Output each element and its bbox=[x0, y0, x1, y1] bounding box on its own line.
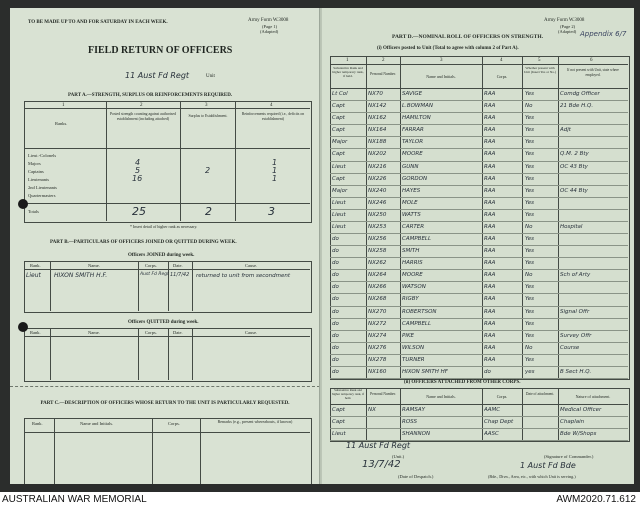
attached-cell-nature: Medical Officer bbox=[560, 407, 602, 413]
roll-cell-name: L.BOWMAN bbox=[402, 103, 433, 110]
d2-header-corps: Corps. bbox=[496, 394, 508, 399]
roll-cell-present: Yes bbox=[525, 199, 535, 206]
roll-cell-corps: RAA bbox=[484, 127, 496, 134]
rank-lieutenants: Lieutenants bbox=[28, 177, 49, 182]
roll-cell-rank: do bbox=[332, 284, 339, 291]
d-col-3: 3 bbox=[440, 58, 443, 63]
roll-cell-present: Yes bbox=[525, 175, 535, 182]
header-surplus: Surplus to Establishment. bbox=[188, 114, 228, 118]
roll-cell-corps: RAA bbox=[484, 284, 496, 291]
roll-cell-corps: RAA bbox=[484, 163, 496, 170]
roll-cell-no: NX274 bbox=[368, 332, 387, 339]
roll-cell-present: Yes bbox=[525, 187, 535, 194]
roll-cell-note: Hospital bbox=[560, 223, 583, 230]
roll-cell-name: GORDON bbox=[402, 175, 428, 182]
joined-rank: Lieut bbox=[26, 272, 41, 279]
roll-cell-rank: do bbox=[332, 248, 339, 255]
roll-cell-note: OC 43 Bty bbox=[560, 163, 588, 170]
roll-cell-present: Yes bbox=[525, 356, 535, 363]
d2-header-rank: Substantive Rank and higher temporary rank, if held. bbox=[331, 388, 365, 400]
roll-cell-no: NX202 bbox=[368, 151, 387, 158]
roll-cell-corps: RAA bbox=[484, 139, 496, 146]
signature-caption: (Signature of Commander.) bbox=[544, 454, 594, 459]
rank-quartermasters: Quartermasters bbox=[28, 193, 56, 198]
roll-cell-note: OC 44 Bty bbox=[560, 187, 588, 194]
punch-hole-top bbox=[18, 199, 28, 209]
joined-title: Officers JOINED during week. bbox=[128, 253, 195, 258]
roll-cell-rank: do bbox=[332, 296, 339, 303]
roll-cell-name: TAYLOR bbox=[402, 139, 424, 146]
quitted-col-date: Date. bbox=[173, 330, 183, 335]
roll-cell-rank: do bbox=[332, 272, 339, 279]
roll-cell-corps: RAA bbox=[484, 211, 496, 218]
rank-majors: Majors bbox=[28, 161, 41, 166]
roll-cell-no: NX142 bbox=[368, 103, 387, 110]
roll-cell-rank: do bbox=[332, 356, 339, 363]
roll-cell-name: MOORE bbox=[402, 151, 423, 158]
footnote: * Insert detail of higher rank as necessary. bbox=[130, 224, 198, 229]
roll-cell-no: NX162 bbox=[368, 115, 387, 122]
d-header-name: Name and Initials. bbox=[426, 74, 456, 79]
roll-cell-corps: RAA bbox=[484, 308, 496, 315]
roll-cell-rank: do bbox=[332, 236, 339, 242]
roll-row bbox=[330, 245, 628, 257]
quitted-col-cause: Cause. bbox=[245, 330, 258, 335]
roll-cell-name: SMITH bbox=[402, 248, 420, 255]
roll-cell-no: NX70 bbox=[368, 91, 383, 97]
roll-cell-note: Adjt bbox=[560, 127, 571, 134]
roll-cell-rank: Lieut bbox=[332, 199, 346, 206]
roll-cell-name: GUNN bbox=[402, 163, 419, 170]
captains-posted: 5 bbox=[135, 166, 141, 175]
roll-cell-name: CAMPBELL bbox=[402, 236, 432, 242]
joined-col-cause: Cause. bbox=[245, 263, 258, 268]
roll-body bbox=[330, 88, 628, 378]
roll-cell-corps: RAA bbox=[484, 151, 496, 158]
roll-cell-corps: RAA bbox=[484, 332, 496, 339]
roll-cell-note: Survey Offr bbox=[560, 332, 592, 339]
roll-cell-rank: Capt bbox=[332, 151, 345, 158]
captains-surplus: 2 bbox=[205, 166, 211, 175]
attached-cell-corps: AAMC bbox=[484, 407, 501, 413]
punch-hole-bottom bbox=[18, 322, 28, 332]
quitted-col-name: Name. bbox=[88, 330, 100, 335]
roll-cell-note: 21 Bde H.Q. bbox=[560, 103, 594, 110]
roll-cell-no: NX276 bbox=[368, 344, 387, 351]
header-ranks: Ranks. bbox=[55, 121, 68, 126]
roll-cell-no: NX160 bbox=[368, 368, 387, 375]
footer-institution: AUSTRALIAN WAR MEMORIAL bbox=[2, 494, 147, 505]
roll-cell-name: TURNER bbox=[402, 356, 425, 363]
roll-row bbox=[330, 173, 628, 185]
right-page-ref: (Page 2) bbox=[560, 24, 576, 29]
roll-cell-no: NX250 bbox=[368, 211, 387, 218]
roll-cell-name: FARRAR bbox=[402, 127, 424, 134]
roll-cell-no: NX226 bbox=[368, 175, 387, 182]
roll-cell-corps: RAA bbox=[484, 103, 496, 110]
roll-cell-rank: Capt bbox=[332, 175, 345, 182]
roll-cell-present: Yes bbox=[525, 127, 535, 134]
roll-cell-corps: RAA bbox=[484, 199, 496, 206]
d-col-6: 6 bbox=[590, 58, 593, 63]
corner-note: Appendix 6/7 bbox=[580, 30, 627, 38]
roll-cell-rank: Major bbox=[332, 139, 348, 146]
joined-col-rank: Rank. bbox=[30, 263, 41, 268]
roll-row bbox=[330, 161, 628, 173]
part-d-sub: (i) Officers posted to Unit (Total to agree with column 2 of Part A). bbox=[377, 46, 519, 51]
totals-posted: 25 bbox=[132, 205, 146, 218]
roll-cell-name: MOLE bbox=[402, 199, 418, 206]
roll-cell-corps: RAA bbox=[484, 356, 496, 363]
roll-row bbox=[330, 281, 628, 293]
adapted-label: (Adapted) bbox=[260, 29, 279, 34]
roll-cell-no: NX216 bbox=[368, 163, 387, 170]
roll-cell-corps: RAA bbox=[484, 260, 496, 267]
roll-cell-rank: do bbox=[332, 368, 339, 375]
roll-row bbox=[330, 136, 628, 148]
roll-row bbox=[330, 88, 628, 100]
roll-cell-no: NX278 bbox=[368, 356, 387, 363]
joined-date: 11/7/42 bbox=[170, 272, 190, 278]
roll-cell-present: Yes bbox=[525, 308, 535, 315]
d2-header-date: Date of attachment. bbox=[525, 392, 555, 396]
roll-row bbox=[330, 233, 628, 245]
roll-row bbox=[330, 330, 628, 342]
d-header-rank: Substantive Rank and higher temporary rank, if held. bbox=[332, 66, 364, 79]
roll-cell-name: HIXON SMITH HF bbox=[402, 368, 448, 375]
roll-row bbox=[330, 306, 628, 318]
roll-cell-corps: RAA bbox=[484, 175, 496, 182]
roll-cell-no: NX266 bbox=[368, 284, 387, 291]
roll-cell-name: CAMPBELL bbox=[402, 320, 432, 327]
roll-cell-corps: RAA bbox=[484, 296, 496, 303]
majors-posted: 4 bbox=[135, 158, 141, 167]
roll-row bbox=[330, 112, 628, 124]
col-a1: 1 bbox=[62, 103, 65, 108]
captains-reinf: 1 bbox=[272, 166, 278, 175]
roll-cell-present: Yes bbox=[525, 151, 535, 158]
roll-cell-present: No bbox=[525, 223, 533, 230]
roll-cell-corps: RAA bbox=[484, 187, 496, 194]
quitted-title: Officers QUITTED during week. bbox=[128, 320, 199, 325]
roll-row bbox=[330, 342, 628, 354]
roll-cell-name: PIKE bbox=[402, 332, 415, 339]
roll-cell-rank: Capt bbox=[332, 103, 345, 110]
attached-cell-name: ROSS bbox=[402, 419, 417, 425]
roll-row bbox=[330, 185, 628, 197]
roll-cell-name: HAYES bbox=[402, 187, 421, 194]
c-col-remarks: Remarks (e.g., present whereabouts, if known) bbox=[217, 419, 293, 424]
page-ref: (Page 1) bbox=[262, 24, 278, 29]
roll-cell-name: WILSON bbox=[402, 344, 425, 351]
roll-cell-corps: RAA bbox=[484, 223, 496, 230]
left-page bbox=[10, 8, 320, 484]
date-handwritten: 13/7/42 bbox=[362, 459, 401, 470]
roll-row bbox=[330, 293, 628, 305]
d-header-corps: Corps. bbox=[496, 74, 508, 79]
rank-captains: Captains bbox=[28, 169, 44, 174]
roll-cell-note: B Sect H.Q. bbox=[560, 368, 592, 375]
roll-cell-no: NX264 bbox=[368, 272, 387, 279]
roll-row bbox=[330, 318, 628, 330]
roll-cell-no: NX164 bbox=[368, 127, 387, 134]
roll-row bbox=[330, 257, 628, 269]
rank-2nd-lieutenants: 2nd Lieutenants bbox=[28, 185, 57, 190]
d2-header-nature: Nature of attachment. bbox=[575, 394, 611, 399]
roll-cell-present: Yes bbox=[525, 163, 535, 170]
col-a4: 4 bbox=[270, 103, 273, 108]
roll-cell-rank: Lieut bbox=[332, 163, 346, 170]
roll-cell-present: No bbox=[525, 344, 533, 351]
d-col-4: 4 bbox=[500, 58, 503, 63]
joined-col-date: Date. bbox=[173, 263, 183, 268]
roll-cell-rank: Lieut bbox=[332, 223, 346, 230]
roll-cell-rank: do bbox=[332, 344, 339, 351]
totals-label: Totals bbox=[28, 209, 39, 214]
roll-cell-present: Yes bbox=[525, 284, 535, 291]
lieutenants-reinf: 1 bbox=[272, 174, 278, 183]
c-col-corps: Corps. bbox=[168, 421, 180, 426]
attached-row bbox=[330, 428, 628, 441]
roll-cell-rank: do bbox=[332, 320, 339, 327]
roll-cell-name: HARRIS bbox=[402, 260, 423, 267]
roll-cell-present: Yes bbox=[525, 236, 535, 242]
roll-cell-no: NX268 bbox=[368, 296, 387, 303]
roll-row bbox=[330, 269, 628, 281]
attached-cell-corps: Chap Dept bbox=[484, 419, 514, 425]
roll-cell-rank: Capt bbox=[332, 127, 345, 134]
lieutenants-posted: 16 bbox=[132, 174, 143, 183]
roll-row bbox=[330, 148, 628, 160]
roll-row bbox=[330, 197, 628, 209]
attached-cell-rank: Capt bbox=[332, 419, 345, 425]
roll-cell-present: Yes bbox=[525, 139, 535, 146]
roll-cell-name: RIGBY bbox=[402, 296, 419, 303]
roll-cell-present: Yes bbox=[525, 91, 535, 97]
army-form-label: Army Form W.3008 bbox=[248, 18, 289, 23]
roll-cell-present: Yes bbox=[525, 211, 535, 218]
roll-cell-corps: RAA bbox=[484, 248, 496, 255]
roll-cell-no: NX256 bbox=[368, 236, 387, 242]
d-col-1: 1 bbox=[346, 58, 349, 63]
header-reinforcements: Reinforcements required (i.e., deficits on establishment) bbox=[241, 112, 305, 121]
roll-cell-corps: RAA bbox=[484, 272, 496, 279]
roll-cell-corps: RAA bbox=[484, 91, 496, 97]
unit-label: Unit bbox=[206, 74, 215, 79]
roll-cell-note: Course bbox=[560, 344, 580, 351]
quitted-col-corps: Corps. bbox=[145, 330, 157, 335]
roll-cell-present: Yes bbox=[525, 320, 535, 327]
unit-caption: (Unit.) bbox=[392, 454, 405, 459]
roll-cell-present: No bbox=[525, 272, 533, 279]
quitted-col-rank: Rank. bbox=[30, 330, 41, 335]
roll-cell-no: NX272 bbox=[368, 320, 387, 327]
attached-cell-name: RAMSAY bbox=[402, 407, 425, 413]
d-header-number: Personal Number. bbox=[370, 72, 396, 76]
rank-lt-col: Lieut.-Colonels bbox=[28, 153, 57, 158]
roll-cell-present: Yes bbox=[525, 115, 535, 122]
roll-row bbox=[330, 354, 628, 366]
roll-row bbox=[330, 366, 628, 378]
top-note: TO BE MADE UP TO AND FOR SATURDAY IN EACH WEEK. bbox=[28, 20, 168, 25]
roll-cell-corps: RAA bbox=[484, 320, 496, 327]
roll-row bbox=[330, 100, 628, 112]
roll-cell-no: NX188 bbox=[368, 139, 387, 146]
roll-cell-no: NX270 bbox=[368, 308, 387, 315]
roll-cell-no: NX262 bbox=[368, 260, 387, 267]
roll-row-line bbox=[330, 378, 628, 379]
joined-cause: returned to unit from secondment bbox=[196, 273, 290, 279]
roll-cell-rank: Lt Col bbox=[332, 91, 348, 97]
d-col-2: 2 bbox=[382, 58, 385, 63]
d-header-present: Whether present with Unit (Insert Yes or No.) bbox=[523, 66, 557, 75]
roll-cell-present: Yes bbox=[525, 296, 535, 303]
majors-reinf: 1 bbox=[272, 158, 278, 167]
roll-cell-no: NX253 bbox=[368, 223, 387, 230]
attached-cell-rank: Capt bbox=[332, 407, 345, 413]
roll-cell-no: NX246 bbox=[368, 199, 387, 206]
right-adapted: (Adapted) bbox=[558, 29, 577, 34]
roll-cell-note: Signal Offr bbox=[560, 308, 590, 315]
attached-cell-nature: Bde W/Shops bbox=[560, 431, 597, 437]
d2-header-name: Name and Initials. bbox=[426, 394, 456, 399]
date-caption: (Date of Despatch.) bbox=[398, 474, 434, 479]
roll-cell-corps: RAA bbox=[484, 115, 496, 122]
part-d-title: PART D.—NOMINAL ROLL OF OFFICERS ON STRENGTH. bbox=[392, 34, 543, 40]
d2-header-number: Personal Number. bbox=[370, 392, 396, 396]
roll-row bbox=[330, 221, 628, 233]
joined-corps: Aust Fd Regt bbox=[140, 272, 169, 277]
roll-cell-no: NX258 bbox=[368, 248, 387, 255]
roll-cell-name: WATTS bbox=[402, 211, 421, 218]
joined-col-name: Name. bbox=[88, 263, 100, 268]
roll-row bbox=[330, 209, 628, 221]
footer-accession: AWM2020.71.612 bbox=[556, 494, 636, 505]
c-col-name: Name and Initials. bbox=[80, 421, 114, 426]
totals-surplus: 2 bbox=[205, 205, 212, 218]
roll-cell-note: Comdg Officer bbox=[560, 91, 600, 97]
roll-cell-rank: do bbox=[332, 332, 339, 339]
attached-cell-no: NX bbox=[368, 407, 376, 413]
bde-handwritten: 1 Aust Fd Bde bbox=[520, 461, 576, 470]
part-b-title: PART B.—PARTICULARS OF OFFICERS JOINED OR QUITTED DURING WEEK. bbox=[50, 240, 237, 245]
roll-cell-name: ROBERTSON bbox=[402, 308, 437, 315]
header-posted: Posted strength counting against authorised establishment (including attached) bbox=[109, 112, 176, 121]
joined-col-corps: Corps. bbox=[145, 263, 157, 268]
attached-cell-rank: Lieut bbox=[332, 431, 346, 437]
right-army-form: Army Form W.3008 bbox=[544, 18, 585, 23]
form-title: FIELD RETURN OF OFFICERS bbox=[88, 45, 233, 56]
roll-cell-rank: do bbox=[332, 260, 339, 267]
roll-cell-name: MOORE bbox=[402, 272, 423, 279]
part-c-title: PART C.—DESCRIPTION OF OFFICERS WHOSE RETURN TO THE UNIT IS PARTICULARLY REQUESTED. bbox=[40, 401, 290, 406]
roll-cell-present: Yes bbox=[525, 248, 535, 255]
d-header-employed: If not present with Unit, state where employed. bbox=[567, 68, 619, 77]
roll-cell-present: Yes bbox=[525, 260, 535, 267]
roll-cell-rank: Capt bbox=[332, 115, 345, 122]
col-a3: 3 bbox=[205, 103, 208, 108]
roll-cell-present: No bbox=[525, 103, 533, 110]
roll-cell-rank: Lieut bbox=[332, 211, 346, 218]
roll-cell-present: yes bbox=[525, 368, 535, 375]
unit-handwritten: 11 Aust Fd Regt bbox=[125, 71, 190, 80]
roll-cell-present: Yes bbox=[525, 332, 535, 339]
roll-cell-note: Q.M. 2 Bty bbox=[560, 151, 589, 158]
d-col-5: 5 bbox=[538, 58, 541, 63]
part-c-table bbox=[24, 418, 312, 484]
roll-row bbox=[330, 124, 628, 136]
attached-cell-corps: AASC bbox=[484, 431, 499, 437]
roll-cell-note: Sch of Arty bbox=[560, 272, 591, 279]
signed-unit: 11 Aust Fd Regt bbox=[346, 441, 411, 450]
roll-cell-name: WATSON bbox=[402, 284, 426, 291]
c-col-rank: Rank. bbox=[32, 421, 43, 426]
attached-cell-name: SHANNON bbox=[402, 431, 431, 437]
attached-cell-nature: Chaplain bbox=[560, 419, 585, 425]
roll-cell-rank: do bbox=[332, 308, 339, 315]
roll-cell-corps: do bbox=[484, 368, 491, 375]
roll-cell-corps: RAA bbox=[484, 344, 496, 351]
col-a2: 2 bbox=[140, 103, 143, 108]
roll-cell-no: NX240 bbox=[368, 187, 387, 194]
roll-cell-name: HAMILTON bbox=[402, 115, 431, 122]
totals-reinf: 3 bbox=[268, 205, 275, 218]
attached-body bbox=[330, 404, 628, 440]
part-a-title: PART A.—STRENGTH, SURPLUS OR REINFORCEMENTS REQUIRED. bbox=[68, 93, 233, 98]
roll-cell-corps: RAA bbox=[484, 236, 496, 242]
bde-caption: (Bde., Divn., Area, etc., with which Unit is serving.) bbox=[488, 474, 576, 479]
joined-name: HIXON SMITH H.F. bbox=[54, 272, 108, 279]
roll-cell-name: CARTER bbox=[402, 223, 425, 230]
right-page bbox=[322, 8, 634, 484]
roll-cell-name: SAVIGE bbox=[402, 91, 423, 97]
part-d2-title: (ii) OFFICERS ATTACHED FROM OTHER CORPS. bbox=[404, 380, 521, 385]
roll-cell-rank: Major bbox=[332, 187, 348, 194]
